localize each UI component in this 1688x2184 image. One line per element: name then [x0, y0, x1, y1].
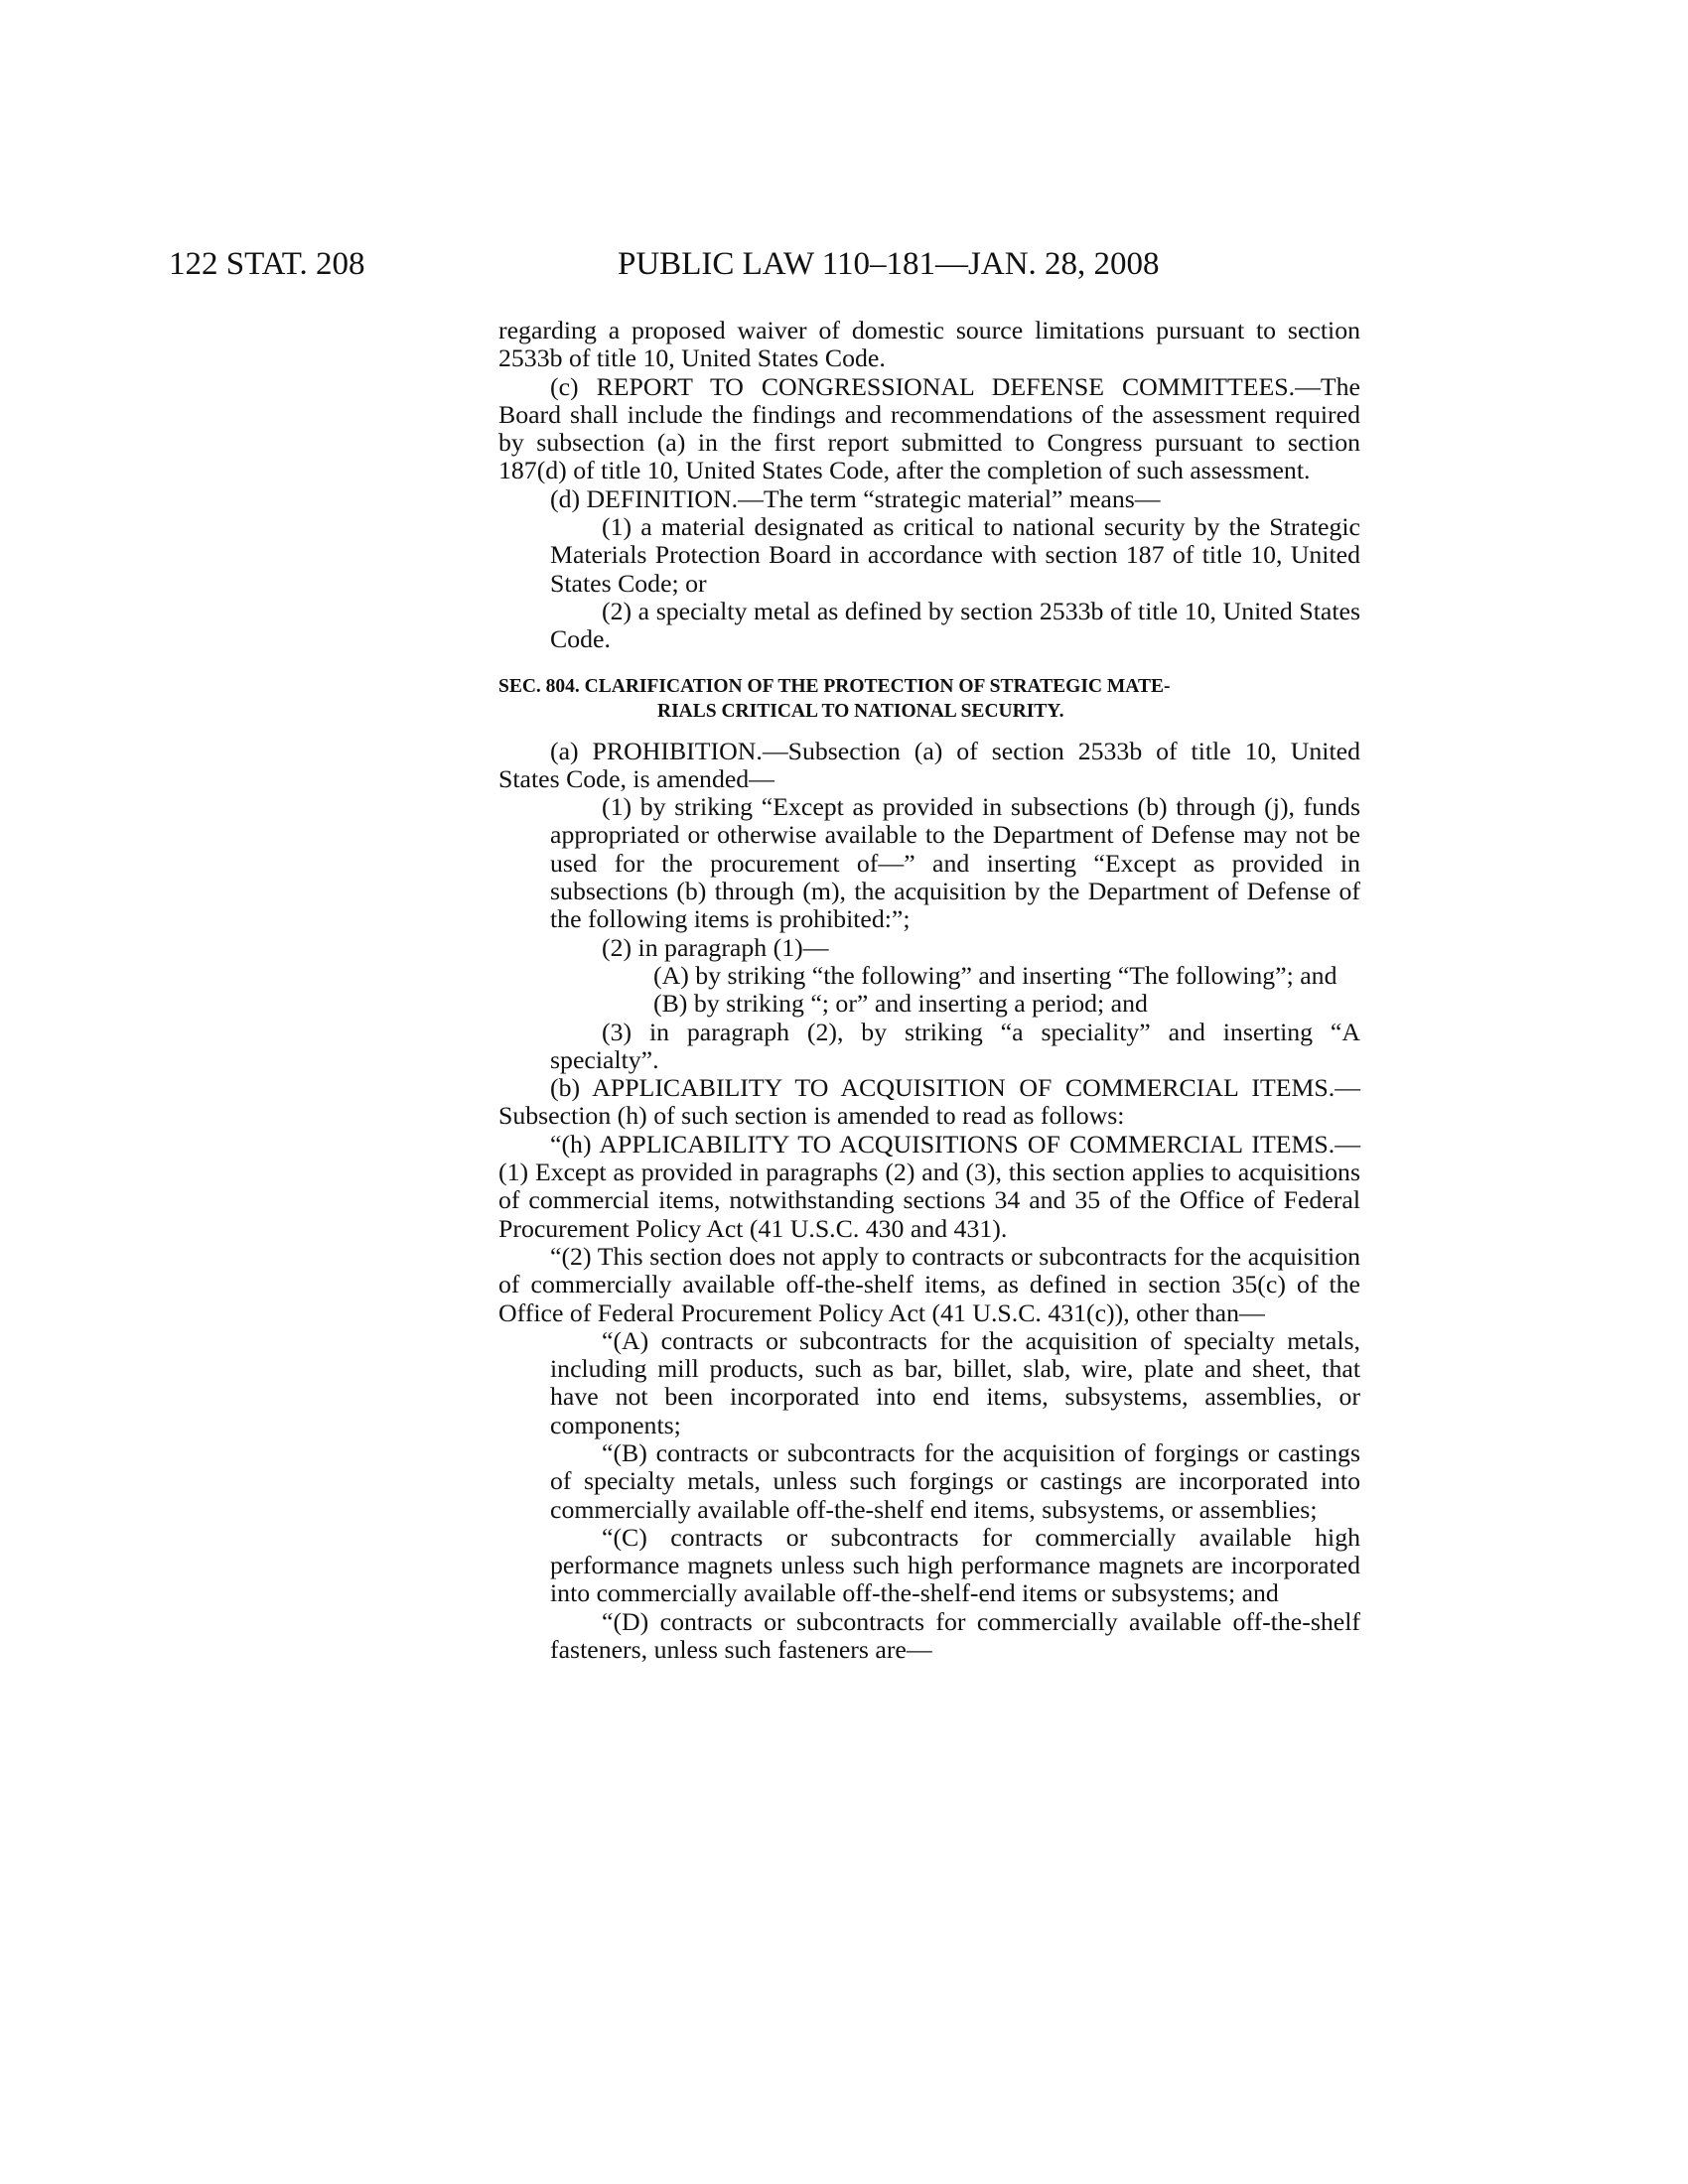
paragraph-a-2-B: (B) by striking “; or” and inserting a period; and: [653, 989, 1148, 1019]
paragraph-b-applicability: (b) APPLICABILITY TO ACQUISITION OF COMMERCIAL ITEMS.—Subsection (h) of such section is amended to read as follows:: [498, 1073, 1360, 1131]
paragraph-d-definition: (d) DEFINITION.—The term “strategic material” means—: [550, 483, 1161, 513]
paragraph-c-report: (c) REPORT TO CONGRESSIONAL DEFENSE COMMITTEES.—The Board shall include the findings and recommendations of the assessment required by subsection (a) in the first report submitted to Congress pursuant to section 187(d) of title 10, United States Code, after the completion of such assessment.: [498, 371, 1360, 485]
paragraph-h-2: “(2) This section does not apply to contracts or subcontracts for the acquisition of commercially available off-the-shelf items, as defined in section 35(c) of the Office of Federal Procurement Policy Act (41 U.S.C. 431(c)), other than—: [498, 1241, 1360, 1327]
section-heading-line2: RIALS CRITICAL TO NATIONAL SECURITY.: [657, 700, 1064, 722]
paragraph-a-2: (2) in paragraph (1)—: [602, 932, 829, 962]
section-heading-line1: SEC. 804. CLARIFICATION OF THE PROTECTION OF STRATEGIC MATE-: [498, 675, 1171, 697]
stat-page-number: 122 STAT. 208: [169, 246, 365, 282]
paragraph-d-1: (1) a material designated as critical to national security by the Strategic Materials Protection Board in accordance with section 187 of title 10, United States Code; or: [550, 512, 1360, 598]
paragraph-continuation: regarding a proposed waiver of domestic source limitations pursuant to section 2533b of title 10, United States Code.: [498, 316, 1360, 373]
paragraph-a-3: (3) in paragraph (2), by striking “a speciality” and inserting “A specialty”.: [550, 1017, 1360, 1074]
paragraph-h-2-C: “(C) contracts or subcontracts for commercially available high performance magnets unless such high performance magnets are incorporated into commercially available off-the-shelf-end items or subsystems; and: [550, 1522, 1360, 1608]
law-title: PUBLIC LAW 110–181—JAN. 28, 2008: [618, 246, 1160, 282]
document-body: [498, 317, 1360, 1664]
paragraph-d-2: (2) a specialty metal as defined by section 2533b of title 10, United States Code.: [550, 596, 1360, 654]
paragraph-h-2-D: “(D) contracts or subcontracts for commercially available off-the-shelf fasteners, unless such fasteners are—: [550, 1606, 1360, 1665]
paragraph-h-applicability: “(h) APPLICABILITY TO ACQUISITIONS OF COMMERCIAL ITEMS.—(1) Except as provided in paragraphs (2) and (3), this section applies to acquisitions of commercial items, notwithstanding sections 34 and 35 of the Office of Federal Procurement Policy Act (41 U.S.C. 430 and 431).: [498, 1129, 1360, 1243]
section-heading: [498, 674, 1360, 724]
paragraph-a-prohibition: (a) PROHIBITION.—Subsection (a) of section 2533b of title 10, United States Code, is amended—: [498, 736, 1360, 793]
paragraph-h-2-B: “(B) contracts or subcontracts for the acquisition of forgings or castings of specialty metals, unless such forgings or castings are incorporated into commercially available off-the-shelf end items, subsystems, or assemblies;: [550, 1437, 1360, 1524]
paragraph-a-2-A: (A) by striking “the following” and inserting “The following”; and: [653, 960, 1337, 990]
paragraph-a-1: (1) by striking “Except as provided in subsections (b) through (j), funds appropriated or otherwise available to the Department of Defense may not be used for the procurement of—” and inserting “Except as provided in subsections (b) through (m), the acquisition by the Department of Defense of the following items is prohibited:”;: [550, 792, 1360, 934]
page-header: [169, 246, 1360, 286]
paragraph-h-2-A: “(A) contracts or subcontracts for the acquisition of specialty metals, including mill products, such as bar, billet, slab, wire, plate and sheet, that have not been incorporated into end items, subsystems, assemblies, or components;: [550, 1325, 1360, 1439]
